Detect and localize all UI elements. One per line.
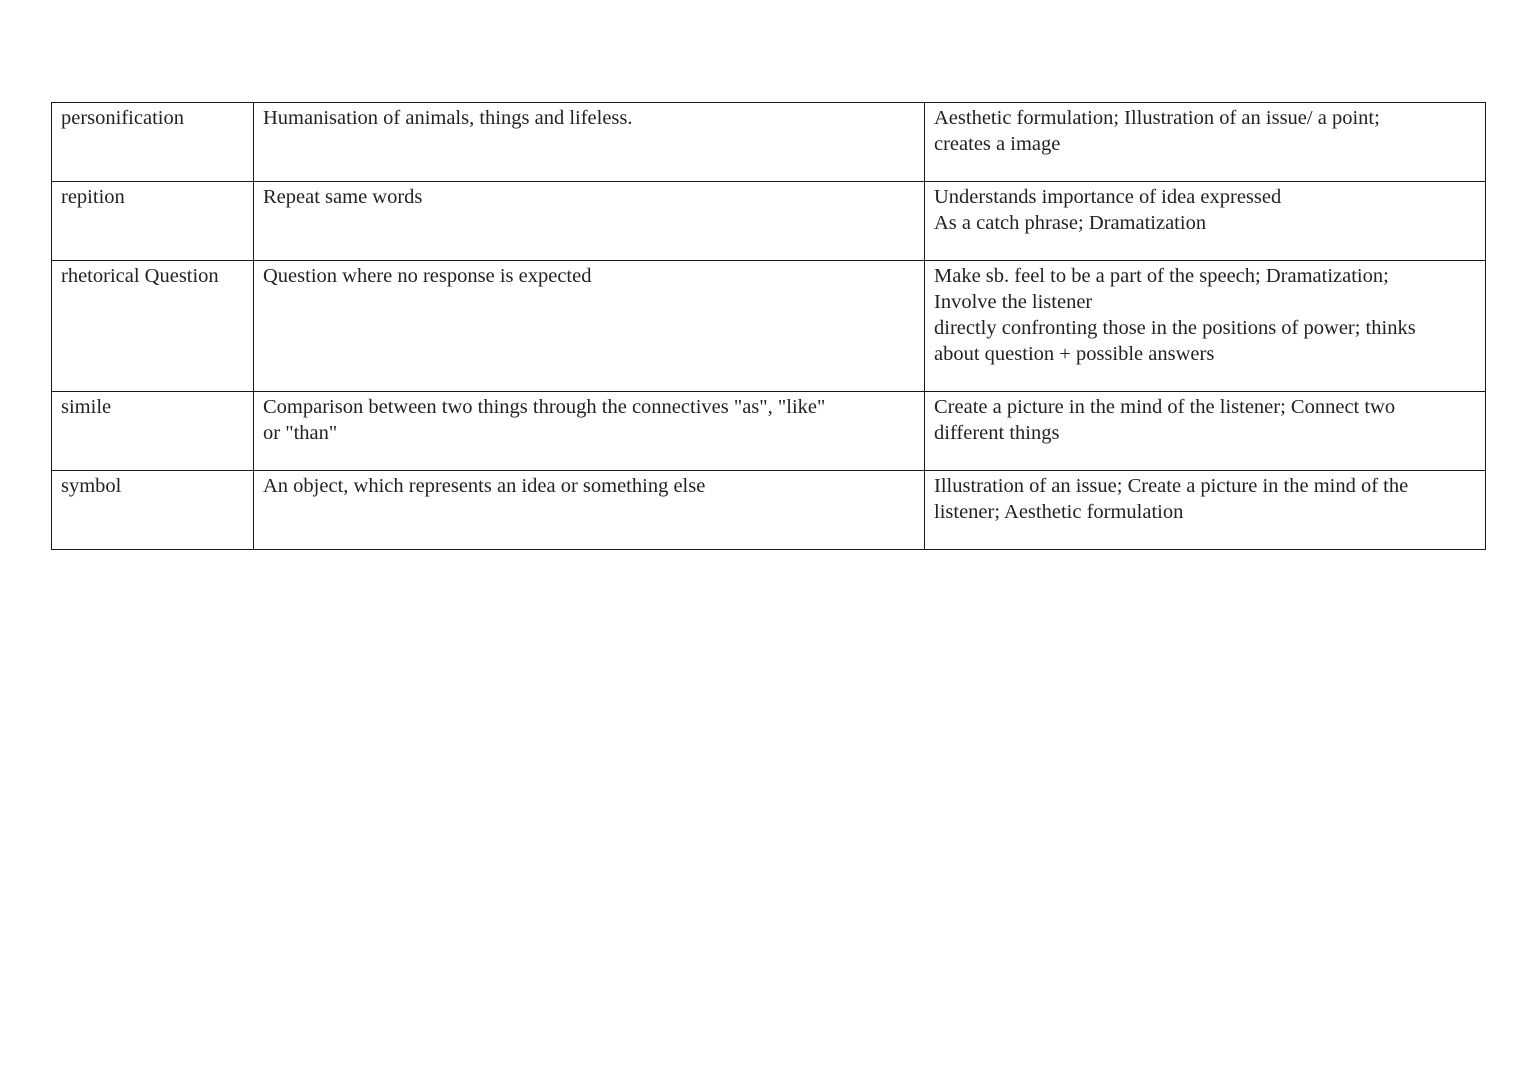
table-row [52, 182, 1486, 261]
definition-line: or "than" [263, 422, 338, 444]
effect-line: As a catch phrase; Dramatization [934, 212, 1207, 234]
definition-cell [254, 103, 925, 182]
definition-cell [254, 182, 925, 261]
effect-line: Aesthetic formulation; Illustration of an issue/ a point; [934, 107, 1380, 129]
definition-cell [254, 392, 925, 471]
definition-line: Comparison between two things through the connectives "as", "like" [263, 396, 826, 418]
term-cell [52, 261, 254, 392]
effect-line: Involve the listener [934, 291, 1093, 313]
effect-line: about question + possible answers [934, 343, 1215, 365]
definition-line: Question where no response is expected [263, 265, 592, 287]
term-text: repition [61, 186, 125, 208]
term-cell [52, 471, 254, 550]
effect-cell [925, 471, 1486, 550]
term-text: simile [61, 396, 112, 418]
effect-line: Make sb. feel to be a part of the speech; Dramatization; [934, 265, 1389, 287]
term-text: rhetorical Question [61, 265, 219, 287]
definition-line: An object, which represents an idea or something else [263, 475, 706, 497]
table-row [52, 103, 1486, 182]
effect-line: creates a image [934, 133, 1061, 155]
effect-cell [925, 182, 1486, 261]
effect-line: Create a picture in the mind of the listener; Connect two [934, 396, 1396, 418]
term-text: personification [61, 107, 184, 129]
term-cell [52, 182, 254, 261]
definition-line: Humanisation of animals, things and lifeless. [263, 107, 633, 129]
definition-line: Repeat same words [263, 186, 423, 208]
definition-cell [254, 471, 925, 550]
term-text: symbol [61, 475, 122, 497]
term-cell [52, 103, 254, 182]
effect-line: different things [934, 422, 1060, 444]
stylistic-devices-table [51, 102, 1486, 550]
effect-line: Understands importance of idea expressed [934, 186, 1282, 208]
table-row [52, 392, 1486, 471]
effect-line: directly confronting those in the positions of power; thinks [934, 317, 1416, 339]
effect-cell [925, 392, 1486, 471]
effect-line: Illustration of an issue; Create a picture in the mind of the [934, 475, 1409, 497]
table-row [52, 261, 1486, 392]
table-row [52, 471, 1486, 550]
definition-cell [254, 261, 925, 392]
effect-cell [925, 103, 1486, 182]
term-cell [52, 392, 254, 471]
effect-cell [925, 261, 1486, 392]
effect-line: listener; Aesthetic formulation [934, 501, 1184, 523]
